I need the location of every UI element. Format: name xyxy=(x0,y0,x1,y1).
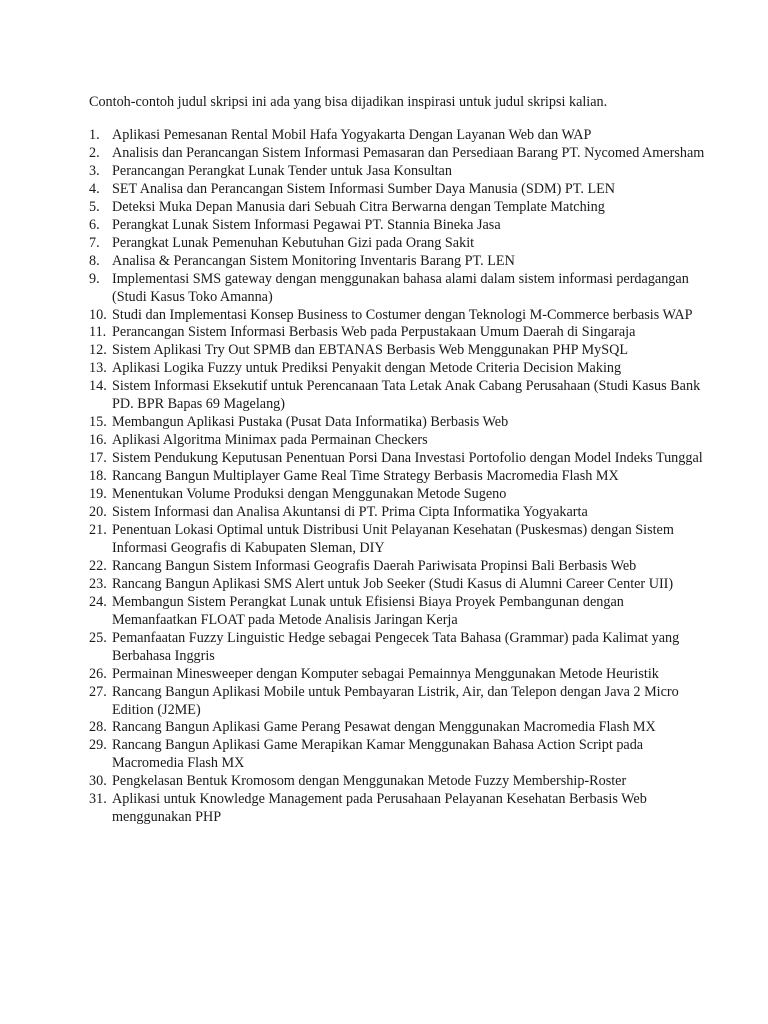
list-item-number: 31. xyxy=(89,791,107,808)
list-item-text: Perangkat Lunak Pemenuhan Kebutuhan Gizi pada Orang Sakit xyxy=(112,234,475,251)
list-item-number: 18. xyxy=(89,468,107,485)
list-item xyxy=(89,235,709,253)
list-item-text: Menentukan Volume Produksi dengan Menggunakan Metode Sugeno xyxy=(112,486,507,503)
list-item-text: Aplikasi untuk Knowledge Management pada Perusahaan Pelayanan Kesehatan Berbasis Web menggunakan PHP xyxy=(112,791,647,826)
list-item xyxy=(89,342,709,360)
list-item-number: 26. xyxy=(89,665,107,682)
list-item xyxy=(89,432,709,450)
list-item-text: Permainan Minesweeper dengan Komputer sebagai Pemainnya Menggunakan Metode Heuristik xyxy=(112,665,659,682)
list-item-text: Rancang Bangun Aplikasi Game Merapikan Kamar Menggunakan Bahasa Action Script pada Macromedia Flash MX xyxy=(112,737,644,772)
list-item-number: 9. xyxy=(89,270,100,287)
list-item xyxy=(89,181,709,199)
list-item-number: 11. xyxy=(89,324,107,341)
list-item-number: 1. xyxy=(89,127,100,143)
thesis-title-list xyxy=(89,127,709,827)
list-item-number: 23. xyxy=(89,575,107,592)
list-item-number: 21. xyxy=(89,521,107,538)
list-item-text: Penentuan Lokasi Optimal untuk Distribusi Unit Pelayanan Kesehatan (Puskesmas) dengan Sistem Informasi Geografis di Kabupaten Sleman, DIY xyxy=(112,521,674,556)
list-item xyxy=(89,163,709,181)
list-item-number: 5. xyxy=(89,198,100,215)
list-item-number: 3. xyxy=(89,162,100,179)
list-item-number: 30. xyxy=(89,773,107,790)
list-item xyxy=(89,414,709,432)
list-item-number: 14. xyxy=(89,378,107,395)
list-item-text: Aplikasi Logika Fuzzy untuk Prediksi Penyakit dengan Metode Criteria Decision Making xyxy=(112,360,622,377)
list-item-text: Rancang Bangun Aplikasi Game Perang Pesawat dengan Menggunakan Macromedia Flash MX xyxy=(112,719,656,736)
list-item-number: 12. xyxy=(89,342,107,359)
list-item-text: Sistem Pendukung Keputusan Penentuan Porsi Dana Investasi Portofolio dengan Model Indeks Tunggal xyxy=(112,450,703,467)
list-item xyxy=(89,378,709,414)
list-item xyxy=(89,773,709,791)
list-item-text: Deteksi Muka Depan Manusia dari Sebuah Citra Berwarna dengan Template Matching xyxy=(112,198,605,215)
list-item-number: 24. xyxy=(89,593,107,610)
list-item-text: Aplikasi Pemesanan Rental Mobil Hafa Yogyakarta Dengan Layanan Web dan WAP xyxy=(112,127,592,143)
list-item-text: Analisis dan Perancangan Sistem Informasi Pemasaran dan Persediaan Barang PT. Nycomed Amersham xyxy=(112,144,705,161)
list-item-text: Membangun Aplikasi Pustaka (Pusat Data Informatika) Berbasis Web xyxy=(112,414,509,431)
list-item-text: Rancang Bangun Multiplayer Game Real Time Strategy Berbasis Macromedia Flash MX xyxy=(112,468,619,485)
list-item-text: Rancang Bangun Aplikasi Mobile untuk Pembayaran Listrik, Air, dan Telepon dengan Java 2 Micro Edition (J2ME) xyxy=(112,683,679,718)
list-item xyxy=(89,127,709,145)
list-item-text: Pengkelasan Bentuk Kromosom dengan Menggunakan Metode Fuzzy Membership-Roster xyxy=(112,773,627,790)
list-item-text: Perancangan Perangkat Lunak Tender untuk Jasa Konsultan xyxy=(112,162,452,179)
list-item xyxy=(89,360,709,378)
list-item-text: Aplikasi Algoritma Minimax pada Permainan Checkers xyxy=(112,432,428,449)
list-item-number: 25. xyxy=(89,629,107,646)
list-item xyxy=(89,145,709,163)
list-item-text: Sistem Informasi dan Analisa Akuntansi di PT. Prima Cipta Informatika Yogyakarta xyxy=(112,504,588,521)
list-item xyxy=(89,558,709,576)
list-item-number: 29. xyxy=(89,737,107,754)
list-item xyxy=(89,594,709,630)
list-item xyxy=(89,504,709,522)
intro-paragraph: Contoh-contoh judul skripsi ini ada yang bisa dijadikan inspirasi untuk judul skripsi kalian. xyxy=(89,94,608,110)
list-item xyxy=(89,522,709,558)
list-item-text: Sistem Aplikasi Try Out SPMB dan EBTANAS Berbasis Web Menggunakan PHP MySQL xyxy=(112,342,628,359)
list-item xyxy=(89,271,709,307)
list-item-number: 13. xyxy=(89,360,107,377)
list-item-number: 17. xyxy=(89,450,107,467)
list-item xyxy=(89,324,709,342)
list-item-number: 28. xyxy=(89,719,107,736)
list-item-number: 22. xyxy=(89,557,107,574)
list-item-number: 15. xyxy=(89,414,107,431)
list-item xyxy=(89,666,709,684)
list-item-text: Membangun Sistem Perangkat Lunak untuk Efisiensi Biaya Proyek Pembangunan dengan Memanfaatkan FLOAT pada Metode Analisis Jaringan Kerja xyxy=(112,593,624,628)
list-item-text: Studi dan Implementasi Konsep Business to Costumer dengan Teknologi M-Commerce berbasis WAP xyxy=(112,306,693,323)
list-item xyxy=(89,486,709,504)
list-item xyxy=(89,630,709,666)
list-item-number: 7. xyxy=(89,234,100,251)
list-item-text: Perangkat Lunak Sistem Informasi Pegawai PT. Stannia Bineka Jasa xyxy=(112,216,501,233)
list-item xyxy=(89,199,709,217)
list-item xyxy=(89,450,709,468)
list-item-text: Sistem Informasi Eksekutif untuk Perencanaan Tata Letak Anak Cabang Perusahaan (Studi Kasus Bank PD. BPR Bapas 69 Magelang) xyxy=(112,378,701,413)
list-item-number: 2. xyxy=(89,144,100,161)
list-item-number: 10. xyxy=(89,306,107,323)
list-item-number: 27. xyxy=(89,683,107,700)
list-item xyxy=(89,737,709,773)
list-item-text: Rancang Bangun Aplikasi SMS Alert untuk Job Seeker (Studi Kasus di Alumni Career Center UII) xyxy=(112,575,674,592)
list-item-number: 20. xyxy=(89,504,107,521)
list-item-number: 8. xyxy=(89,252,100,269)
list-item xyxy=(89,719,709,737)
list-item-number: 4. xyxy=(89,180,100,197)
list-item-text: Analisa & Perancangan Sistem Monitoring Inventaris Barang PT. LEN xyxy=(112,252,515,269)
list-item-number: 6. xyxy=(89,216,100,233)
list-item xyxy=(89,791,709,827)
list-item-text: Rancang Bangun Sistem Informasi Geografis Daerah Pariwisata Propinsi Bali Berbasis Web xyxy=(112,557,637,574)
list-item-text: Implementasi SMS gateway dengan menggunakan bahasa alami dalam sistem informasi perdagangan (Studi Kasus Toko Amanna) xyxy=(112,270,689,305)
list-item-text: SET Analisa dan Perancangan Sistem Informasi Sumber Daya Manusia (SDM) PT. LEN xyxy=(112,180,616,197)
list-item-number: 16. xyxy=(89,432,107,449)
list-item-text: Perancangan Sistem Informasi Berbasis Web pada Perpustakaan Umum Daerah di Singaraja xyxy=(112,324,636,341)
list-item-number: 19. xyxy=(89,486,107,503)
list-item xyxy=(89,576,709,594)
list-item-text: Pemanfaatan Fuzzy Linguistic Hedge sebagai Pengecek Tata Bahasa (Grammar) pada Kalimat yang Berbahasa Inggris xyxy=(112,629,680,664)
list-item xyxy=(89,684,709,720)
list-item xyxy=(89,253,709,271)
list-item xyxy=(89,307,709,325)
list-item xyxy=(89,468,709,486)
list-item xyxy=(89,217,709,235)
